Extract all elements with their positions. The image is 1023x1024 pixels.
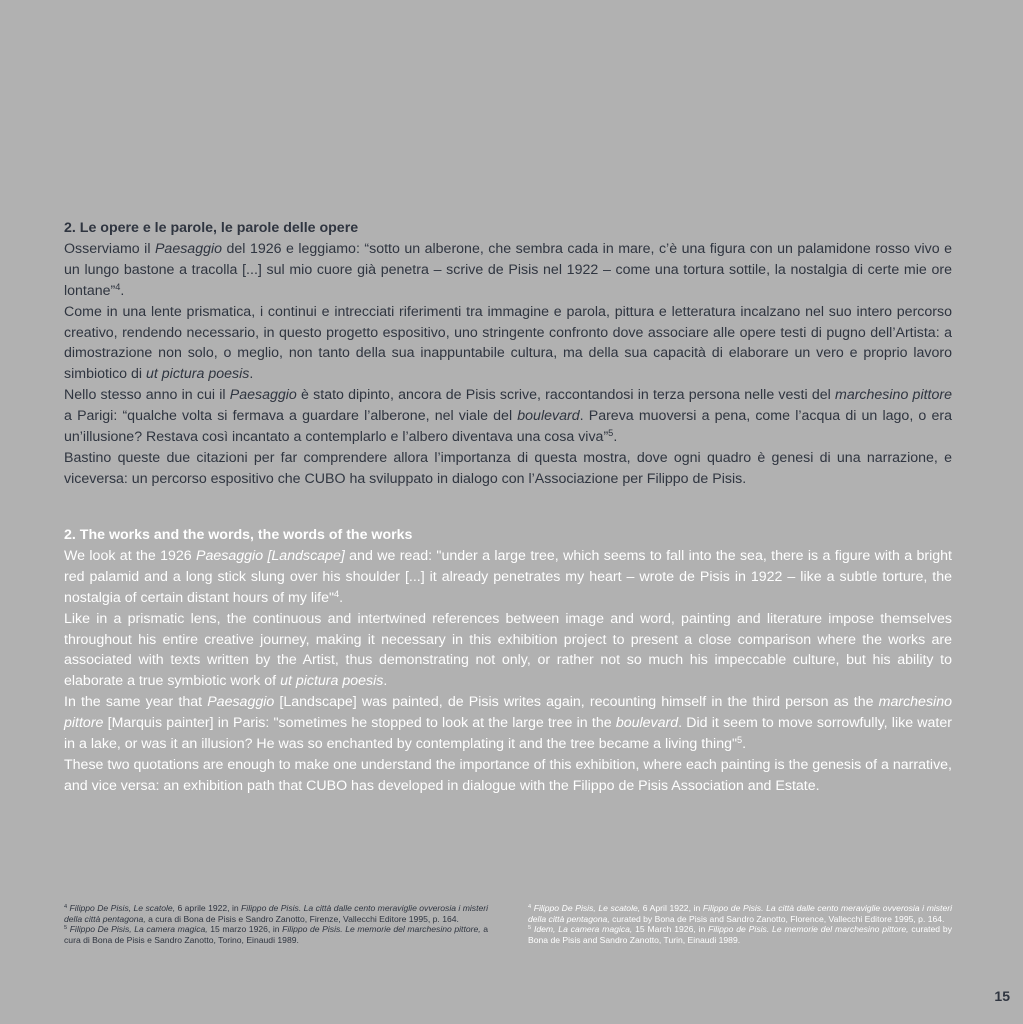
footnote-5-italian: $^5$ Filippo De Pisis, La camera magica, 15 marzo 1926, in Filippo de Pisis. Le memorie del marchesino pittore, a cura di Bona de Pisis e Sandro Zanotto, Torino, Einaudi 1989. [64,924,488,945]
italian-paragraph-2: Come in una lente prismatica, i continui e intrecciati riferimenti tra immagine e parola, pittura e letteratura incalzano nel suo intero percorso creativo, rendendo necessario, in questo progetto espositivo, uno stringente confronto dove associare alle opere testi di pugno dell’Artista: a dimostrazione non solo, o meglio, non tanto della sua inappuntabile cultura, ma della sua capacità di elaborare un vero e proprio lavoro simbiotico di ut pictura poesis. [64,303,952,383]
italian-paragraph-1: Osserviamo il Paesaggio del 1926 e leggiamo: “sotto un alberone, che sembra cada in mare, c’è una figura con un palamidone rosso vivo e un lungo bastone a tracolla [...] sul mio cuore già penetra – scrive de Pisis nel 1922 – come una tortura sottile, la nostalgia di certe mie ore lontane”$^4$. [64,240,952,299]
footnote-4-italian: $^4$ Filippo De Pisis, Le scatole, 6 aprile 1922, in Filippo de Pisis. La città dalle cento meraviglie ovverosia i misteri della città pentagona, a cura di Bona de Pisis e Sandro Zanotto, Firenze, Vallecchi Editore 1995, p. 164. [64,903,489,924]
english-heading: 2. The works and the words, the words of the works [64,527,413,543]
italian-section [64,218,952,490]
italian-paragraph-4: Bastino queste due citazioni per far comprendere allora l’importanza di questa mostra, dove ogni quadro è genesi di una narrazione, e viceversa: un percorso espositivo che CUBO ha sviluppato in dialogo con l’Associazione per Filippo de Pisis. [64,449,952,487]
english-paragraph-3: In the same year that Paesaggio [Landscape] was painted, de Pisis writes again, recounting himself in the third person as the marchesino pittore [Marquis painter] in Paris: "sometimes he stopped to look at the large tree in the boulevard. Did it seem to move sorrowfully, like water in a lake, or was it an illusion? He was so enchanted by contemplating it and the tree became a living thing"$^5$. [64,694,952,753]
english-paragraph-1: We look at the 1926 Paesaggio [Landscape] and we read: "under a large tree, which seems to fall into the sea, there is a figure with a bright red palamid and a long stick slung over his shoulder [...] it already penetrates my heart – wrote de Pisis in 1922 – like a subtle torture, the nostalgia of certain distant hours of my life"$^4$. [64,547,952,606]
footnotes-english [528,903,952,945]
footnote-4-english: $^4$ Filippo De Pisis, Le scatole, 6 April 1922, in Filippo de Pisis. La città dalle cento meraviglie ovverosia i misteri della città pentagona, curated by Bona de Pisis and Sandro Zanotto, Florence, Vallecchi Editore 1995, p. 164. [528,903,952,924]
english-section [64,525,952,797]
italian-paragraph-3: Nello stesso anno in cui il Paesaggio è stato dipinto, ancora de Pisis scrive, raccontandosi in terza persona nelle vesti del marchesino pittore a Parigi: “qualche volta si fermava a guardare l’alberone, nel viale del boulevard. Pareva muoversi a pena, come l’acqua di un lago, o era un’illusione? Restava così incantato a contemplarlo e l’albero diventava una cosa viva”$^5$. [64,387,953,446]
english-paragraph-2: Like in a prismatic lens, the continuous and intertwined references between image and word, painting and literature impose themselves throughout his entire creative journey, making it necessary in this exhibition project to present a close comparison where the works are associated with texts written by the Artist, thus demonstrating not only, or rather not so much his impeccable culture, but his ability to elaborate a true symbiotic work of ut pictura poesis. [64,610,952,690]
footnotes-italian [64,903,488,945]
english-paragraph-4: These two quotations are enough to make one understand the importance of this exhibition, where each painting is the genesis of a narrative, and vice versa: an exhibition path that CUBO has developed in dialogue with the Filippo de Pisis Association and Estate. [64,756,952,794]
italian-heading: 2. Le opere e le parole, le parole delle opere [64,220,359,236]
page-number: 15 [994,988,1010,1004]
footnote-5-english: $^5$ Idem, La camera magica, 15 March 1926, in Filippo de Pisis. Le memorie del marchesino pittore, curated by Bona de Pisis and Sandro Zanotto, Turin, Einaudi 1989. [528,924,952,945]
